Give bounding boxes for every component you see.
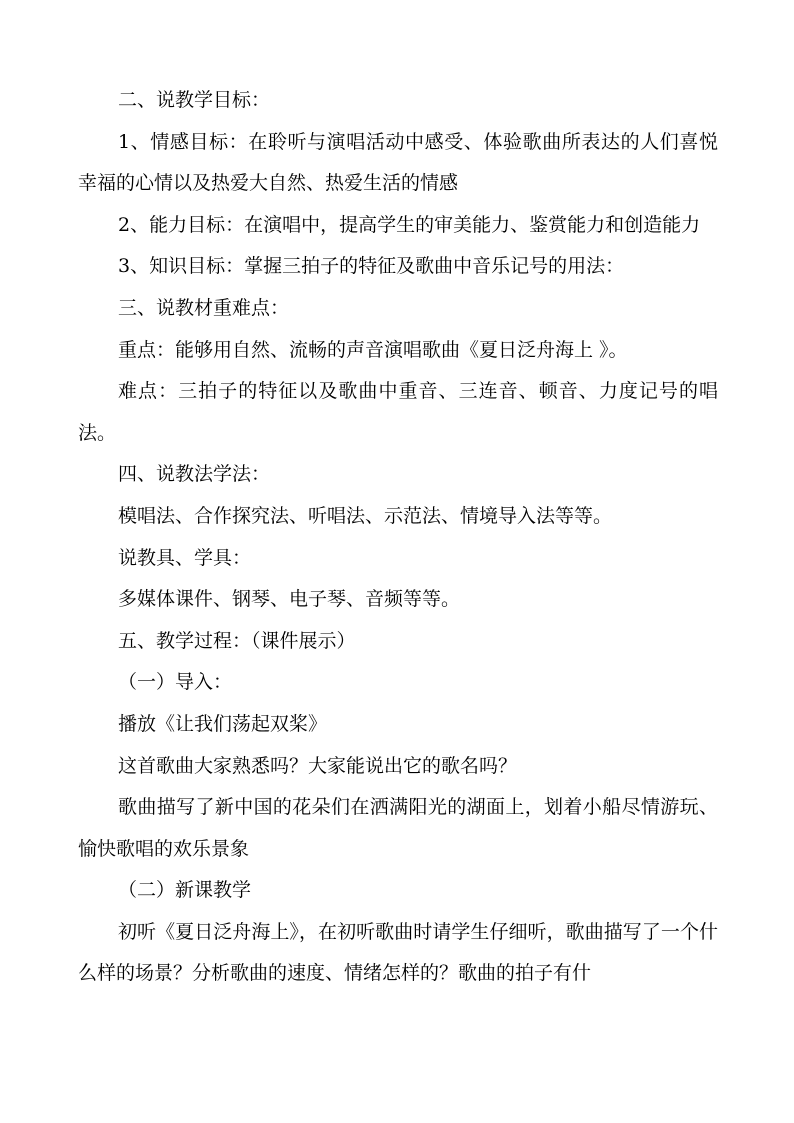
paragraph-emotion-goal: 1、情感目标：在聆听与演唱活动中感受、体验歌曲所表达的人们喜悦幸福的心情以及热爱大自然、热爱生活的情感 xyxy=(78,130,718,195)
section-heading-methods: 四、说教法学法： xyxy=(118,463,271,486)
paragraph-difficult-point: 难点：三拍子的特征以及歌曲中重音、三连音、顿音、力度记号的唱法。 xyxy=(78,380,718,444)
paragraph-song-description: 歌曲描写了新中国的花朵们在洒满阳光的湖面上，划着小船尽情游玩、愉快歌唱的欢乐景象 xyxy=(78,796,718,860)
paragraph-methods: 模唱法、合作探究法、听唱法、示范法、情境导入法等等。 xyxy=(118,504,613,527)
paragraph-question: 这首歌曲大家熟悉吗？大家能说出它的歌名吗？ xyxy=(118,754,518,777)
paragraph-tools-heading: 说教具、学具： xyxy=(118,546,252,569)
section-heading-teaching-goals: 二、说教学目标： xyxy=(118,89,271,111)
section-heading-process: 五、教学过程：（课件展示） xyxy=(118,629,356,652)
document-body xyxy=(78,80,718,995)
subheading-intro: （一）导入： xyxy=(118,671,233,694)
paragraph-tools: 多媒体课件、钢琴、电子琴、音频等等。 xyxy=(118,588,461,611)
paragraph-play-song: 播放《让我们荡起双桨》 xyxy=(118,712,328,735)
section-heading-key-points: 三、说教材重难点： xyxy=(118,296,290,319)
subheading-new-lesson: （二）新课教学 xyxy=(118,879,252,902)
paragraph-knowledge-goal: 3、知识目标：掌握三拍子的特征及歌曲中音乐记号的用法： xyxy=(118,255,625,278)
paragraph-first-listen: 初听《夏日泛舟海上》，在初听歌曲时请学生仔细听，歌曲描写了一个什么样的场景？分析歌曲的速度、情绪怎样的？歌曲的拍子有什 xyxy=(78,920,718,985)
paragraph-ability-goal: 2、能力目标：在演唱中，提高学生的审美能力、鉴赏能力和创造能力 xyxy=(118,213,701,236)
paragraph-key-point: 重点：能够用自然、流畅的声音演唱歌曲《夏日泛舟海上 》。 xyxy=(118,338,628,361)
